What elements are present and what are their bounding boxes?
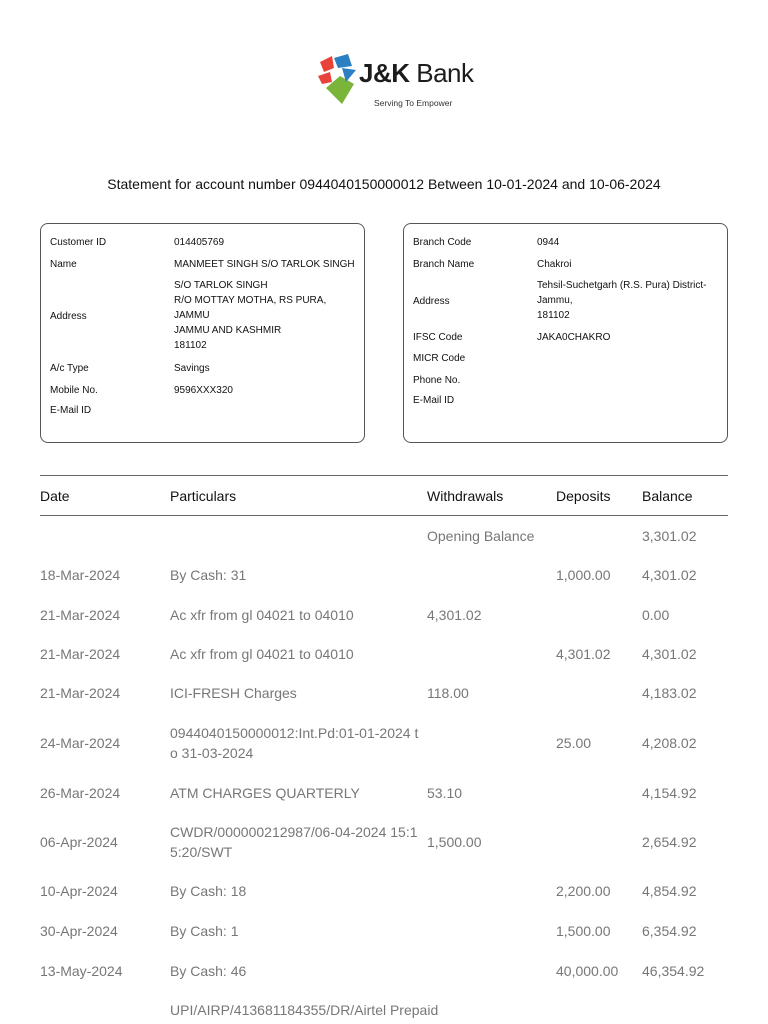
cell-particulars: Ac xfr from gl 04021 to 04010: [170, 646, 354, 662]
header-balance: Balance: [642, 488, 693, 504]
cell-balance: 4,208.02: [642, 735, 697, 751]
ifsc-label: IFSC Code: [413, 332, 463, 343]
ac-type-row: [50, 361, 360, 376]
cell-particulars: ATM CHARGES QUARTERLY: [170, 785, 360, 801]
ifsc-row: [413, 330, 723, 345]
ifsc-value: JAKA0CHAKRO: [537, 332, 611, 343]
cell-date: 30-Apr-2024: [40, 923, 118, 939]
customer-email-row: [50, 403, 360, 418]
customer-id-label: Customer ID: [50, 237, 107, 248]
cell-date: 06-Apr-2024: [40, 834, 118, 850]
table-row: [40, 564, 728, 586]
phone-label: Phone No.: [413, 375, 461, 386]
cell-balance: 4,854.92: [642, 883, 697, 899]
phone-row: [413, 373, 723, 388]
customer-id-value: 014405769: [174, 237, 225, 248]
cell-deposits: 1,500.00: [556, 923, 611, 939]
cell-deposits: 4,301.02: [556, 646, 611, 662]
branch-address-label: Address: [413, 296, 450, 307]
table-row: [40, 782, 728, 804]
address-line: S/O TARLOK SINGH: [174, 280, 268, 291]
branch-code-value: 0944: [537, 237, 560, 248]
branch-name-label: Branch Name: [413, 259, 475, 270]
table-row: [40, 920, 728, 942]
bank-tagline: Serving To Empower: [374, 98, 453, 108]
cell-particulars: By Cash: 46: [170, 963, 247, 979]
cell-deposits: 1,000.00: [556, 567, 611, 583]
address-line: Tehsil-Suchetgarh (R.S. Pura) District-: [537, 280, 707, 291]
table-row: [40, 643, 728, 665]
cell-date: 26-Mar-2024: [40, 785, 121, 801]
address-line: JAMMU AND KASHMIR: [174, 325, 282, 336]
customer-name-value: MANMEET SINGH S/O TARLOK SINGH: [174, 259, 355, 270]
cell-withdrawals: 1,500.00: [427, 834, 482, 850]
branch-address-value: [537, 278, 732, 323]
customer-name-row: [50, 257, 360, 272]
cell-deposits: 25.00: [556, 735, 592, 751]
cell-date: 13-May-2024: [40, 963, 123, 979]
cell-date: 18-Mar-2024: [40, 567, 121, 583]
customer-info-box: [40, 223, 365, 443]
statement-title: Statement for account number 0944040150000012 Between 10-01-2024 and 10-06-2024: [107, 176, 661, 192]
cell-particulars: 0944040150000012:Int.Pd:01-01-2024 to 31-03-2024: [170, 725, 419, 761]
cell-deposits: 40,000.00: [556, 963, 619, 979]
cell-balance: 0.00: [642, 607, 670, 623]
cell-date: 21-Mar-2024: [40, 685, 121, 701]
cell-balance: 3,301.02: [642, 528, 697, 544]
customer-address-label: Address: [50, 311, 87, 322]
cell-deposits: 2,200.00: [556, 883, 611, 899]
branch-name-row: [413, 257, 723, 272]
table-row: [40, 999, 728, 1021]
cell-balance: 2,654.92: [642, 834, 697, 850]
branch-name-value: Chakroi: [537, 259, 572, 270]
micr-row: [413, 351, 723, 366]
table-row: [40, 525, 728, 547]
cell-particulars: UPI/AIRP/413681184355/DR/Airtel Prepaid: [170, 1002, 439, 1018]
cell-particulars: CWDR/000000212987/06-04-2024 15:15:20/SWT: [170, 824, 418, 860]
customer-address-value: [174, 278, 369, 353]
header-deposits: Deposits: [556, 488, 611, 504]
customer-email-label: E-Mail ID: [50, 405, 92, 416]
cell-withdrawals: 53.10: [427, 785, 463, 801]
cell-withdrawals: Opening Balance: [427, 528, 535, 544]
customer-name-label: Name: [50, 259, 77, 270]
branch-code-row: [413, 235, 723, 250]
cell-particulars: ICI-FRESH Charges: [170, 685, 297, 701]
cell-withdrawals: 4,301.02: [427, 607, 482, 623]
cell-date: 21-Mar-2024: [40, 607, 121, 623]
branch-email-label: E-Mail ID: [413, 395, 455, 406]
cell-balance: 4,301.02: [642, 646, 697, 662]
branch-code-label: Branch Code: [413, 237, 472, 248]
table-header: [40, 475, 728, 516]
cell-particulars: By Cash: 31: [170, 567, 247, 583]
table-row: [40, 960, 728, 982]
branch-email-row: [413, 393, 723, 408]
address-line: R/O MOTTAY MOTHA, RS PURA,: [174, 295, 327, 306]
table-row: [40, 880, 728, 902]
cell-particulars: By Cash: 1: [170, 923, 239, 939]
mobile-label: Mobile No.: [50, 385, 98, 396]
customer-id-row: [50, 235, 360, 250]
cell-balance: 4,301.02: [642, 567, 697, 583]
cell-withdrawals: 118.00: [427, 685, 469, 701]
cell-particulars: Ac xfr from gl 04021 to 04010: [170, 607, 354, 623]
ac-type-label: A/c Type: [50, 363, 89, 374]
address-line: Jammu,: [537, 295, 573, 306]
branch-address-row: [413, 278, 723, 325]
bank-name: J&K Bank: [359, 58, 474, 88]
table-row: [40, 821, 728, 863]
cell-date: 21-Mar-2024: [40, 646, 121, 662]
table-row: [40, 682, 728, 704]
table-row: [40, 604, 728, 626]
cell-balance: 46,354.92: [642, 963, 705, 979]
micr-label: MICR Code: [413, 353, 466, 364]
cell-balance: 4,183.02: [642, 685, 697, 701]
bank-logo-icon: [316, 54, 360, 106]
customer-address-row: [50, 278, 360, 355]
header-particulars: Particulars: [170, 488, 237, 504]
cell-balance: 6,354.92: [642, 923, 697, 939]
address-line: 181102: [174, 340, 207, 351]
address-line: 181102: [537, 310, 570, 321]
cell-date: 24-Mar-2024: [40, 735, 121, 751]
ac-type-value: Savings: [174, 363, 210, 374]
branch-info-box: [403, 223, 728, 443]
cell-balance: 4,154.92: [642, 785, 697, 801]
cell-date: 10-Apr-2024: [40, 883, 118, 899]
cell-particulars: By Cash: 18: [170, 883, 247, 899]
header-date: Date: [40, 488, 70, 504]
mobile-value: 9596XXX320: [174, 385, 233, 396]
address-line: JAMMU: [174, 310, 210, 321]
header-withdrawals: Withdrawals: [427, 488, 504, 504]
bank-logo: [316, 54, 486, 114]
mobile-row: [50, 383, 360, 398]
table-row: [40, 722, 728, 764]
